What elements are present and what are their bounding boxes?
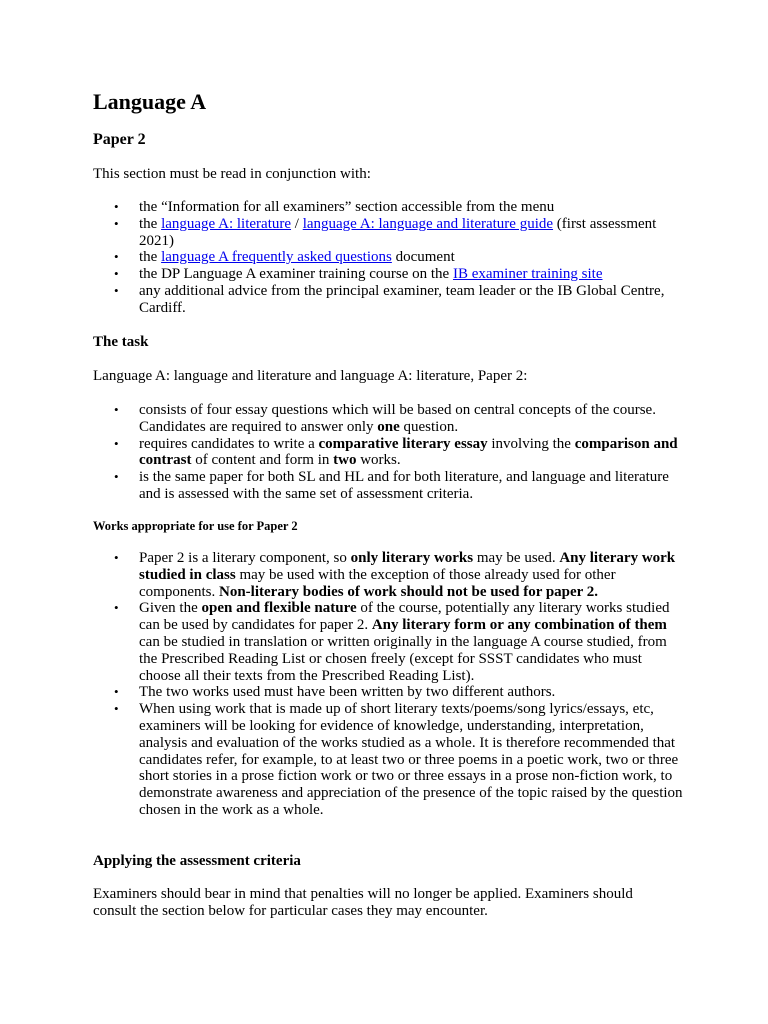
literature-guide-link[interactable]: language A: literature (161, 215, 292, 232)
list-item: • any additional advice from the principal examiner, team leader or the IB Global Centre, Cardiff. (93, 283, 683, 317)
task-list (93, 402, 683, 503)
list-item: • Paper 2 is a literary component, so only literary works may be used. Any literary work studied in class may be used with the exception of those already used for other components. Non-literary bodies of work should not be used for paper 2. (93, 550, 683, 600)
list-item: • the “Information for all examiners” section accessible from the menu (93, 199, 683, 216)
task-intro: Language A: language and literature and language A: literature, Paper 2: (93, 368, 528, 384)
task-heading: The task (93, 334, 149, 350)
list-item: • Given the open and flexible nature of the course, potentially any literary works studied can be used by candidates for paper 2. Any literary form or any combination of them can be studied in translation or written originally in the language A course studied, from the Prescribed Reading List or chosen freely (except for SSST candidates who must choose all their texts from the Prescribed Reading List). (93, 600, 683, 684)
list-item: • the DP Language A examiner training course on the IB examiner training site (93, 266, 683, 283)
criteria-heading: Applying the assessment criteria (93, 853, 301, 869)
criteria-text: Examiners should bear in mind that penalties will no longer be applied. Examiners should consult the section below for particular cases they may encounter. (93, 886, 633, 919)
reference-list (93, 199, 683, 317)
list-item: • requires candidates to write a comparative literary essay involving the comparison and contrast of content and form in two works. (93, 436, 683, 470)
list-item: • the language A: literature / language A: language and literature guide (first assessment 2021) (93, 216, 683, 250)
language-literature-guide-link[interactable]: language A: language and literature guide (302, 215, 554, 232)
list-item: • When using work that is made up of short literary texts/poems/song lyrics/essays, etc, examiners will be looking for evidence of knowledge, understanding, interpretation, analysis and evaluation of the works studied as a whole. It is therefore recommended that candidates refer, for example, to at least two or three poems in a poetic work, two or three short stories in a prose fiction work or two or three essays in a prose non-fiction work, to demonstrate awareness and appreciation of the presence of the topic raised by the question chosen in the work as a whole. (93, 701, 683, 819)
works-list (93, 550, 683, 819)
works-heading: Works appropriate for use for Paper 2 (93, 519, 298, 533)
page-title: Language A (93, 89, 207, 114)
faq-link[interactable]: language A frequently asked questions (161, 249, 392, 266)
list-item: • the language A frequently asked questions document (93, 249, 683, 266)
list-item: • The two works used must have been written by two different authors. (93, 684, 683, 701)
intro-text: This section must be read in conjunction with: (93, 166, 371, 182)
page-subtitle: Paper 2 (93, 131, 146, 148)
examiner-training-site-link[interactable]: IB examiner training site (452, 266, 603, 283)
list-item: • is the same paper for both SL and HL and for both literature, and language and literature and is assessed with the same set of assessment criteria. (93, 469, 683, 503)
list-item: • consists of four essay questions which will be based on central concepts of the course. Candidates are required to answer only one question. (93, 402, 683, 436)
